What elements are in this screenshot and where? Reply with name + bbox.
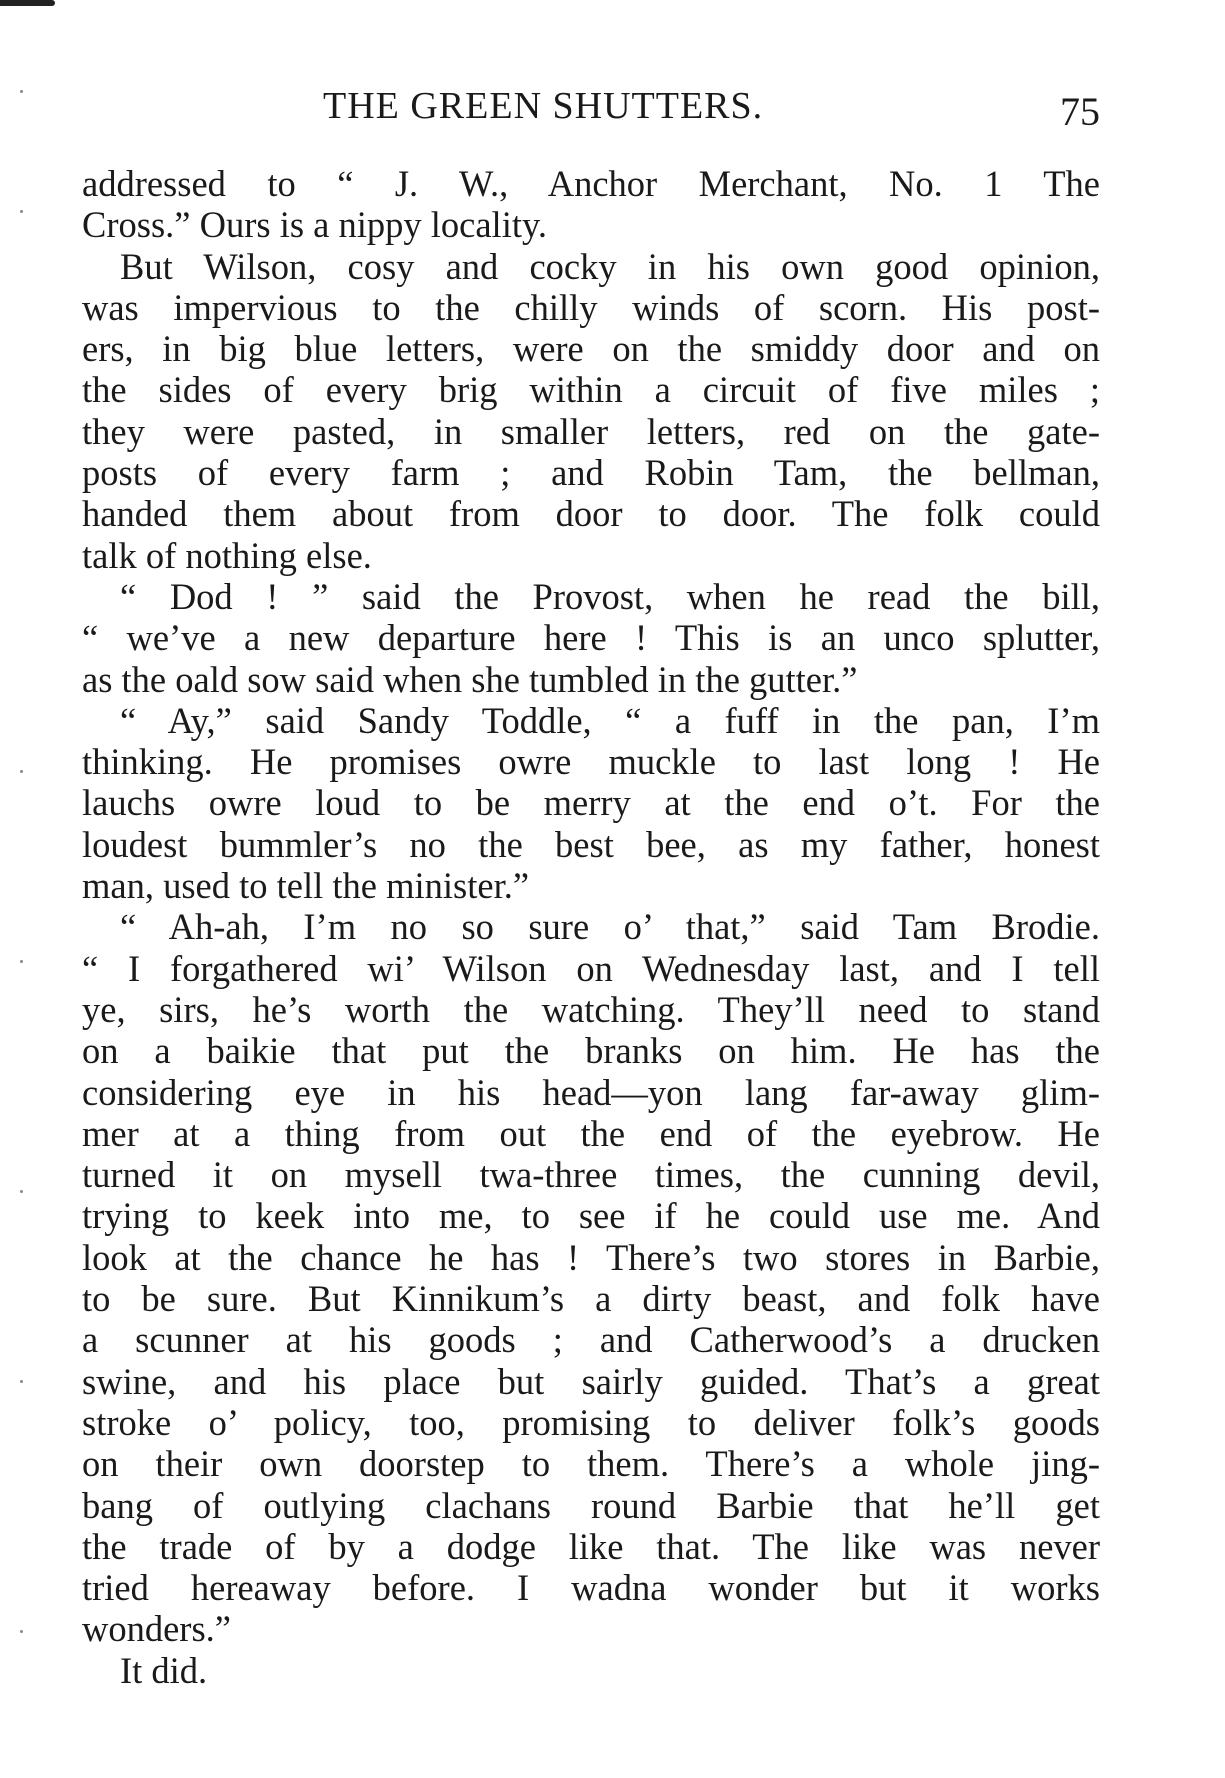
text-line: “ Ah-ah, I’m no so sure o’ that,” said Tam Brodie. — [120, 906, 1100, 948]
text-line: to be sure. But Kinnikum’s a dirty beast, and folk have — [82, 1278, 1100, 1320]
text-line: thinking. He promises owre muckle to last long ! He — [82, 741, 1100, 783]
text-line: bang of outlying clachans round Barbie that he’ll get — [82, 1484, 1100, 1526]
text-line: tried hereaway before. I wadna wonder but it works — [82, 1567, 1100, 1609]
text-line: man, used to tell the minister.” — [82, 865, 530, 907]
text-line: ye, sirs, he’s worth the watching. They’ll need to stand — [82, 988, 1100, 1030]
text-line: turned it on mysell twa-three times, the cunning devil, — [82, 1154, 1100, 1196]
text-line: ers, in big blue letters, were on the smiddy door and on — [82, 328, 1100, 370]
scan-corner-mark — [0, 0, 55, 6]
text-line: look at the chance he has ! There’s two stores in Barbie, — [82, 1236, 1100, 1278]
margin-speck — [20, 1190, 23, 1193]
text-line: “ I forgathered wi’ Wilson on Wednesday last, and I tell — [82, 947, 1100, 989]
text-line: “ Ay,” said Sandy Toddle, “ a fuff in the pan, I’m — [120, 699, 1100, 741]
text-line: “ Dod ! ” said the Provost, when he read the bill, — [120, 575, 1100, 617]
text-line: on their own doorstep to them. There’s a whole jing- — [82, 1443, 1100, 1485]
text-line: the trade of by a dodge like that. The like was never — [82, 1525, 1100, 1567]
text-line: loudest bummler’s no the best bee, as my father, honest — [82, 823, 1100, 865]
text-line: Cross.” Ours is a nippy locality. — [82, 204, 547, 246]
margin-specks — [20, 90, 24, 1690]
page-number: 75 — [1060, 89, 1100, 134]
text-line: the sides of every brig within a circuit of five miles ; — [82, 369, 1100, 411]
body-text — [82, 163, 1100, 1691]
text-line: posts of every farm ; and Robin Tam, the bellman, — [82, 452, 1100, 494]
text-line: wonders.” — [82, 1608, 231, 1650]
margin-speck — [20, 90, 23, 93]
text-line: talk of nothing else. — [82, 534, 372, 576]
text-line: on a baikie that put the branks on him. He has the — [82, 1030, 1100, 1072]
margin-speck — [20, 210, 23, 213]
text-line: addressed to “ J. W., Anchor Merchant, No. 1 The — [82, 163, 1100, 204]
margin-speck — [20, 770, 23, 773]
running-title: THE GREEN SHUTTERS. — [323, 85, 764, 127]
text-line: swine, and his place but sairly guided. That’s a great — [82, 1360, 1100, 1402]
text-line: trying to keek into me, to see if he could use me. And — [82, 1195, 1100, 1237]
text-line: as the oald sow said when she tumbled in the gutter.” — [82, 658, 858, 700]
text-line: they were pasted, in smaller letters, red on the gate- — [82, 410, 1100, 452]
margin-speck — [20, 1380, 23, 1383]
text-line: stroke o’ policy, too, promising to deliver folk’s goods — [82, 1401, 1100, 1443]
text-line: lauchs owre loud to be merry at the end o’t. For the — [82, 782, 1100, 824]
text-line: “ we’ve a new departure here ! This is an unco splutter, — [82, 617, 1100, 659]
text-line: considering eye in his head—yon lang far-away glim- — [82, 1071, 1100, 1113]
margin-speck — [20, 1630, 23, 1633]
text-line: It did. — [120, 1649, 208, 1691]
text-line: But Wilson, cosy and cocky in his own good opinion, — [120, 245, 1100, 287]
running-head — [80, 82, 1100, 142]
margin-speck — [20, 960, 23, 963]
text-line: a scunner at his goods ; and Catherwood’s a drucken — [82, 1319, 1100, 1361]
text-line: handed them about from door to door. The folk could — [82, 493, 1100, 535]
text-line: was impervious to the chilly winds of scorn. His post- — [82, 286, 1100, 328]
text-line: mer at a thing from out the end of the eyebrow. He — [82, 1112, 1100, 1154]
